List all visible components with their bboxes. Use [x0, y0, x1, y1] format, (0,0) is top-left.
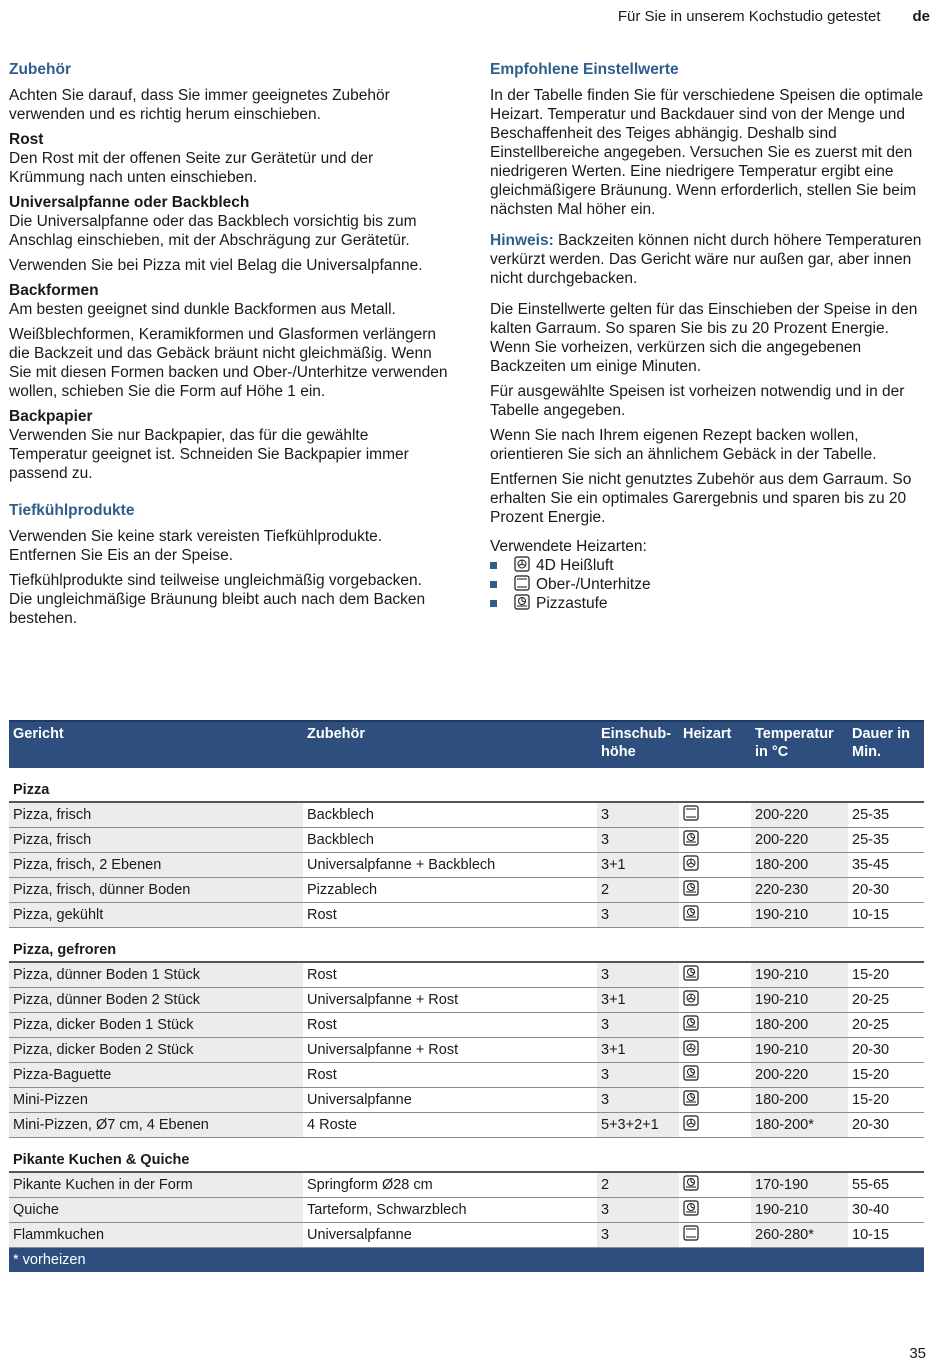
fan-4d-icon	[683, 1040, 699, 1060]
footnote: * vorheizen	[9, 1248, 924, 1273]
page-number: 35	[909, 1345, 926, 1362]
level-cell: 3	[597, 1223, 679, 1248]
dish-cell: Pizza, frisch	[9, 828, 303, 853]
temperature-cell: 190-210	[751, 1038, 848, 1063]
duration-cell: 25-35	[848, 828, 924, 853]
accessory-cell: Backblech	[303, 802, 597, 828]
temperature-cell: 200-220	[751, 1063, 848, 1088]
accessory-cell: Universalpfanne + Backblech	[303, 853, 597, 878]
left-column	[9, 60, 449, 634]
accessory-cell: Rost	[303, 962, 597, 988]
heat-cell	[679, 1013, 751, 1038]
dish-cell: Pizza, dünner Boden 1 Stück	[9, 962, 303, 988]
heat-cell	[679, 1038, 751, 1063]
list-item: Pizzastufe	[490, 594, 925, 613]
heat-cell	[679, 903, 751, 928]
level-cell: 3+1	[597, 1038, 679, 1063]
level-cell: 3	[597, 802, 679, 828]
einstellwerte-text-2: Die Einstellwerte gelten für das Einschieben der Speise in den kalten Garraum. So sparen Sie bis zu 20 Prozent Energie. Wenn Sie vorheizen, verkürzen sich die angegebenen Backzeiten um einige Minuten.	[490, 301, 918, 375]
temperature-cell: 190-210	[751, 903, 848, 928]
table-row	[9, 1172, 924, 1198]
language-code: de	[912, 8, 930, 25]
group-title: Pizza, gefroren	[9, 928, 924, 963]
group-title: Pizza	[9, 768, 924, 802]
heizarten-label: Verwendete Heizarten:	[490, 538, 647, 555]
pizza-setting-icon	[683, 830, 699, 850]
dish-cell: Pizza, frisch, 2 Ebenen	[9, 853, 303, 878]
list-item: 4D Heißluft	[490, 556, 925, 575]
duration-cell: 15-20	[848, 1063, 924, 1088]
einstellwerte-text-5: Entfernen Sie nicht genutztes Zubehör aus dem Garraum. So erhalten Sie ein optimales Garergebnis und sparen bis zu 20 Prozent Energie.	[490, 471, 912, 526]
fan-4d-icon	[514, 556, 530, 577]
backpapier-text: Verwenden Sie nur Backpapier, das für die gewählte Temperatur geeignet ist. Schneiden Sie Backpapier immer passend zu.	[9, 427, 409, 482]
table-row	[9, 1063, 924, 1088]
dish-cell: Pikante Kuchen in der Form	[9, 1172, 303, 1198]
table-row	[9, 1198, 924, 1223]
subheading-universalpfanne: Universalpfanne oder Backblech	[9, 194, 250, 211]
table-row	[9, 1038, 924, 1063]
table-group-row	[9, 928, 924, 963]
table-row	[9, 962, 924, 988]
right-column	[490, 60, 925, 613]
duration-cell: 20-25	[848, 988, 924, 1013]
table-group-row	[9, 1138, 924, 1173]
table-row	[9, 828, 924, 853]
dish-cell: Mini-Pizzen	[9, 1088, 303, 1113]
header-heizart: Heizart	[679, 721, 751, 768]
level-cell: 3	[597, 1088, 679, 1113]
heat-cell	[679, 878, 751, 903]
temperature-cell: 200-220	[751, 802, 848, 828]
pizza-setting-icon	[683, 1200, 699, 1220]
temperature-cell: 180-200	[751, 1088, 848, 1113]
dish-cell: Pizza, frisch, dünner Boden	[9, 878, 303, 903]
accessory-cell: Universalpfanne + Rost	[303, 988, 597, 1013]
duration-cell: 20-30	[848, 1113, 924, 1138]
header-gericht: Gericht	[9, 721, 303, 768]
table-row	[9, 1223, 924, 1248]
level-cell: 3	[597, 903, 679, 928]
temperature-cell: 200-220	[751, 828, 848, 853]
dish-cell: Pizza, frisch	[9, 802, 303, 828]
heat-cell	[679, 1198, 751, 1223]
pizza-setting-icon	[683, 1175, 699, 1195]
einstellwerte-text: In der Tabelle finden Sie für verschiedene Speisen die optimale Heizart. Temperatur und Backdauer sind von der Menge und Beschaffenheit des Teiges abhängig. Deshalb sind Einstellbereiche angegeben. Versuchen Sie es zuerst mit den niedrigeren Werten. Eine niedrigere Temperatur ergibt eine gleichmäßigere Bräunung. Wenn erforderlich, stellen Sie beim nächsten Mal höher ein.	[490, 87, 924, 218]
accessory-cell: Rost	[303, 903, 597, 928]
heat-cell	[679, 853, 751, 878]
dish-cell: Flammkuchen	[9, 1223, 303, 1248]
header-title: Für Sie in unserem Kochstudio getestet	[617, 8, 881, 25]
backformen-text-2: Weißblechformen, Keramikformen und Glasformen verlängern die Backzeit und das Gebäck bräunt nicht gleichmäßig. Wenn Sie mit diesen Formen backen und Ober-/Unterhitze verwenden wollen, schieben Sie die Form auf Höhe 1 ein.	[9, 326, 448, 400]
einstellwerte-text-3: Für ausgewählte Speisen ist vorheizen notwendig und in der Tabelle angegeben.	[490, 383, 905, 419]
duration-cell: 10-15	[848, 903, 924, 928]
header-dauer: Dauer in Min.	[848, 721, 924, 768]
heat-cell	[679, 1223, 751, 1248]
settings-table	[9, 720, 924, 1272]
accessory-cell: Tarteform, Schwarzblech	[303, 1198, 597, 1223]
hinweis-paragraph	[490, 231, 925, 288]
universalpfanne-text: Die Universalpfanne oder das Backblech vorsichtig bis zum Anschlag einschieben, mit der Abschrägung zur Gerätetür.	[9, 213, 417, 249]
hinweis-text: Backzeiten können nicht durch höhere Temperaturen verkürzt werden. Das Gericht wäre nur außen gar, aber innen nicht durchgebacken.	[490, 232, 922, 287]
section-title-tiefkuehl: Tiefkühlprodukte	[9, 502, 135, 519]
duration-cell: 30-40	[848, 1198, 924, 1223]
heat-cell	[679, 1113, 751, 1138]
table-row	[9, 802, 924, 828]
duration-cell: 10-15	[848, 1223, 924, 1248]
accessory-cell: Pizzablech	[303, 878, 597, 903]
page-header	[618, 8, 930, 25]
level-cell: 3	[597, 1063, 679, 1088]
fan-4d-icon	[683, 990, 699, 1010]
temperature-cell: 260-280*	[751, 1223, 848, 1248]
temperature-cell: 190-210	[751, 1198, 848, 1223]
duration-cell: 20-30	[848, 1038, 924, 1063]
hinweis-label: Hinweis:	[490, 232, 554, 249]
dish-cell: Pizza, gekühlt	[9, 903, 303, 928]
table-row	[9, 903, 924, 928]
table-row	[9, 1013, 924, 1038]
level-cell: 2	[597, 878, 679, 903]
duration-cell: 35-45	[848, 853, 924, 878]
duration-cell: 25-35	[848, 802, 924, 828]
pizza-setting-icon	[683, 1090, 699, 1110]
table-header-row	[9, 721, 924, 768]
table-group-row	[9, 768, 924, 802]
universalpfanne-text-2: Verwenden Sie bei Pizza mit viel Belag die Universalpfanne.	[9, 257, 423, 274]
heat-cell	[679, 988, 751, 1013]
level-cell: 3	[597, 828, 679, 853]
fan-4d-icon	[683, 1115, 699, 1135]
pizza-setting-icon	[683, 965, 699, 985]
header-einschubhoehe: Einschub- höhe	[597, 721, 679, 768]
backformen-text: Am besten geeignet sind dunkle Backformen aus Metall.	[9, 301, 396, 318]
heat-cell	[679, 962, 751, 988]
header-temperatur: Temperatur in °C	[751, 721, 848, 768]
dish-cell: Quiche	[9, 1198, 303, 1223]
list-item: Ober-/Unterhitze	[490, 575, 925, 594]
table-row	[9, 1113, 924, 1138]
einstellwerte-text-4: Wenn Sie nach Ihrem eigenen Rezept backen wollen, orientieren Sie sich an ähnlichem Gebäck in der Tabelle.	[490, 427, 877, 463]
table-row	[9, 988, 924, 1013]
subheading-backformen: Backformen	[9, 282, 99, 299]
duration-cell: 55-65	[848, 1172, 924, 1198]
temperature-cell: 220-230	[751, 878, 848, 903]
tiefkuehl-text-2: Tiefkühlprodukte sind teilweise ungleichmäßig vorgebacken. Die ungleichmäßige Bräunung bleibt auch nach dem Backen bestehen.	[9, 572, 426, 627]
dish-cell: Pizza, dünner Boden 2 Stück	[9, 988, 303, 1013]
duration-cell: 20-25	[848, 1013, 924, 1038]
tiefkuehl-text: Verwenden Sie keine stark vereisten Tiefkühlprodukte. Entfernen Sie Eis an der Speise.	[9, 528, 383, 564]
temperature-cell: 180-200	[751, 1013, 848, 1038]
zubehoer-intro: Achten Sie darauf, dass Sie immer geeignetes Zubehör verwenden und es richtig herum einschieben.	[9, 87, 390, 123]
accessory-cell: Backblech	[303, 828, 597, 853]
dish-cell: Pizza, dicker Boden 1 Stück	[9, 1013, 303, 1038]
table-row	[9, 853, 924, 878]
header-zubehoer: Zubehör	[303, 721, 597, 768]
duration-cell: 15-20	[848, 962, 924, 988]
rost-text: Den Rost mit der offenen Seite zur Gerätetür und der Krümmung nach unten einschieben.	[9, 150, 374, 186]
temperature-cell: 170-190	[751, 1172, 848, 1198]
temperature-cell: 180-200	[751, 853, 848, 878]
top-bottom-heat-icon	[683, 1225, 699, 1245]
temperature-cell: 190-210	[751, 962, 848, 988]
accessory-cell: Universalpfanne + Rost	[303, 1038, 597, 1063]
level-cell: 3+1	[597, 853, 679, 878]
subheading-backpapier: Backpapier	[9, 408, 93, 425]
level-cell: 3+1	[597, 988, 679, 1013]
duration-cell: 15-20	[848, 1088, 924, 1113]
subheading-rost: Rost	[9, 131, 44, 148]
dish-cell: Mini-Pizzen, Ø7 cm, 4 Ebenen	[9, 1113, 303, 1138]
level-cell: 3	[597, 1013, 679, 1038]
fan-4d-icon	[683, 855, 699, 875]
pizza-setting-icon	[683, 880, 699, 900]
dish-cell: Pizza, dicker Boden 2 Stück	[9, 1038, 303, 1063]
heat-cell	[679, 1088, 751, 1113]
heat-cell	[679, 1063, 751, 1088]
pizza-setting-icon	[514, 594, 530, 615]
table-row	[9, 1088, 924, 1113]
pizza-setting-icon	[683, 905, 699, 925]
accessory-cell: Universalpfanne	[303, 1223, 597, 1248]
heat-cell	[679, 1172, 751, 1198]
accessory-cell: 4 Roste	[303, 1113, 597, 1138]
heat-cell	[679, 828, 751, 853]
duration-cell: 20-30	[848, 878, 924, 903]
pizza-setting-icon	[683, 1015, 699, 1035]
temperature-cell: 190-210	[751, 988, 848, 1013]
level-cell: 5+3+2+1	[597, 1113, 679, 1138]
heat-cell	[679, 802, 751, 828]
section-title-zubehoer: Zubehör	[9, 61, 71, 78]
group-title: Pikante Kuchen & Quiche	[9, 1138, 924, 1173]
temperature-cell: 180-200*	[751, 1113, 848, 1138]
top-bottom-heat-icon	[514, 575, 530, 596]
level-cell: 2	[597, 1172, 679, 1198]
level-cell: 3	[597, 1198, 679, 1223]
heizarten-list	[490, 556, 925, 613]
top-bottom-heat-icon	[683, 805, 699, 825]
level-cell: 3	[597, 962, 679, 988]
table-footnote-row	[9, 1248, 924, 1273]
section-title-einstellwerte: Empfohlene Einstellwerte	[490, 61, 679, 78]
dish-cell: Pizza-Baguette	[9, 1063, 303, 1088]
accessory-cell: Rost	[303, 1013, 597, 1038]
table-row	[9, 878, 924, 903]
accessory-cell: Universalpfanne	[303, 1088, 597, 1113]
pizza-setting-icon	[683, 1065, 699, 1085]
accessory-cell: Rost	[303, 1063, 597, 1088]
accessory-cell: Springform Ø28 cm	[303, 1172, 597, 1198]
